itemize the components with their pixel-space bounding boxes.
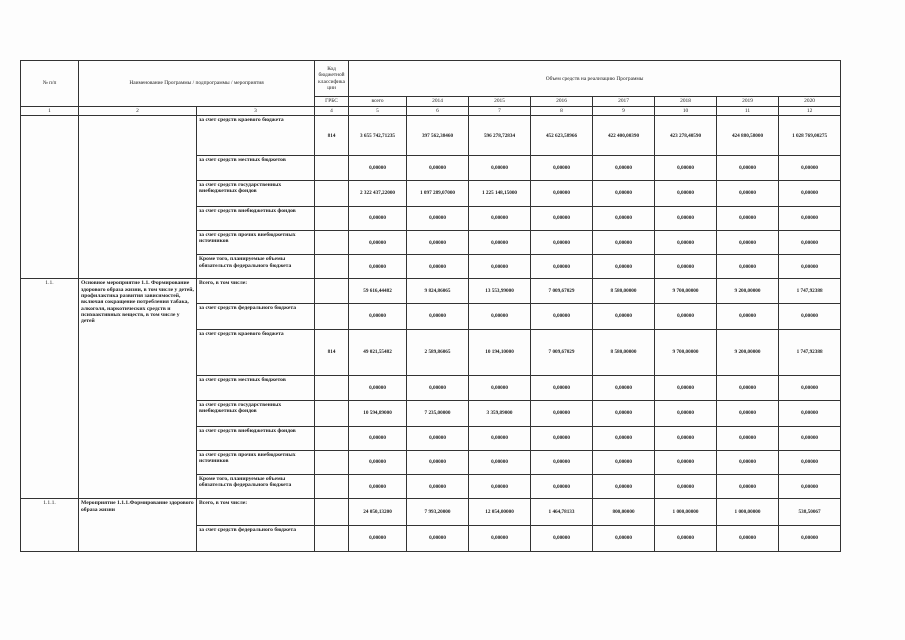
amount-year: 0,00000 bbox=[531, 206, 593, 230]
table-row bbox=[21, 279, 841, 303]
amount-year: 8 580,00000 bbox=[593, 279, 655, 303]
amount-year: 0,00000 bbox=[717, 525, 779, 551]
amount-total: 0,00000 bbox=[349, 303, 407, 329]
row-name bbox=[79, 116, 197, 279]
amount-year: 397 562,38460 bbox=[407, 116, 469, 156]
amount-year: 0,00000 bbox=[469, 156, 531, 180]
amount-year: 0,00000 bbox=[407, 156, 469, 180]
amount-year: 0,00000 bbox=[655, 206, 717, 230]
grbs-code bbox=[315, 400, 349, 426]
amount-year: 9 200,00000 bbox=[717, 279, 779, 303]
amount-total: 0,00000 bbox=[349, 426, 407, 450]
table-row bbox=[21, 499, 841, 525]
column-number: 11 bbox=[717, 106, 779, 115]
amount-year: 1 225 148,15000 bbox=[469, 180, 531, 206]
amount-year: 0,00000 bbox=[407, 376, 469, 400]
amount-year: 7 009,67029 bbox=[531, 279, 593, 303]
amount-year: 0,00000 bbox=[779, 475, 841, 499]
amount-year: 0,00000 bbox=[779, 156, 841, 180]
amount-year: 1 097 289,07000 bbox=[407, 180, 469, 206]
grbs-code bbox=[315, 525, 349, 551]
column-number: 8 bbox=[531, 106, 593, 115]
amount-year: 1 747,92388 bbox=[779, 279, 841, 303]
amount-year: 0,00000 bbox=[655, 525, 717, 551]
funding-source: за счет средств внебюджетных фондов bbox=[197, 426, 315, 450]
amount-year: 0,00000 bbox=[407, 255, 469, 279]
amount-year: 0,00000 bbox=[531, 231, 593, 255]
grbs-code bbox=[315, 376, 349, 400]
amount-year: 0,00000 bbox=[593, 400, 655, 426]
amount-year: 0,00000 bbox=[407, 450, 469, 474]
amount-year: 0,00000 bbox=[407, 525, 469, 551]
grbs-code bbox=[315, 206, 349, 230]
amount-total: 59 616,44482 bbox=[349, 279, 407, 303]
amount-year: 0,00000 bbox=[531, 400, 593, 426]
amount-year: 1 747,92388 bbox=[779, 329, 841, 375]
amount-year: 0,00000 bbox=[531, 450, 593, 474]
column-number: 5 bbox=[349, 106, 407, 115]
amount-year: 8 580,00000 bbox=[593, 329, 655, 375]
amount-year: 0,00000 bbox=[779, 450, 841, 474]
amount-year: 0,00000 bbox=[717, 206, 779, 230]
column-number: 10 bbox=[655, 106, 717, 115]
grbs-code: 814 bbox=[315, 116, 349, 156]
amount-year: 0,00000 bbox=[407, 303, 469, 329]
column-number: 6 bbox=[407, 106, 469, 115]
amount-year: 0,00000 bbox=[531, 525, 593, 551]
amount-year: 0,00000 bbox=[531, 303, 593, 329]
amount-year: 0,00000 bbox=[593, 426, 655, 450]
amount-year: 3 359,89000 bbox=[469, 400, 531, 426]
grbs-code bbox=[315, 156, 349, 180]
amount-year: 800,00000 bbox=[593, 499, 655, 525]
amount-year: 1 028 769,00275 bbox=[779, 116, 841, 156]
header-year: 2014 bbox=[407, 97, 469, 106]
amount-year: 538,50067 bbox=[779, 499, 841, 525]
amount-year: 422 400,00390 bbox=[593, 116, 655, 156]
amount-year: 0,00000 bbox=[469, 376, 531, 400]
column-number: 7 bbox=[469, 106, 531, 115]
grbs-code bbox=[315, 499, 349, 525]
grbs-code bbox=[315, 475, 349, 499]
amount-year: 0,00000 bbox=[717, 303, 779, 329]
header-name: Наименование Программы / подпрограммы / мероприятия bbox=[79, 61, 315, 107]
amount-total: 24 050,13200 bbox=[349, 499, 407, 525]
row-name: Основное мероприятие 1.1. Формирование здорового образа жизни, в том числе у детей, профилактика развития зависимостей, включая сокращение потребления табака, алкоголя, наркотических средств и психоактивных веществ, в том числе у детей bbox=[79, 279, 197, 499]
amount-total: 10 594,89000 bbox=[349, 400, 407, 426]
column-number: 2 bbox=[79, 106, 197, 115]
amount-year: 0,00000 bbox=[717, 400, 779, 426]
grbs-code bbox=[315, 255, 349, 279]
amount-year: 9 200,00000 bbox=[717, 329, 779, 375]
header-number: № п/п bbox=[21, 61, 79, 107]
amount-year: 0,00000 bbox=[593, 206, 655, 230]
amount-year: 0,00000 bbox=[779, 206, 841, 230]
funding-source: Кроме того, планируемые объемы обязательств федерального бюджета bbox=[197, 255, 315, 279]
amount-total: 0,00000 bbox=[349, 231, 407, 255]
header-year: 2015 bbox=[469, 97, 531, 106]
amount-year: 0,00000 bbox=[655, 303, 717, 329]
funding-source: Всего, в том числе: bbox=[197, 499, 315, 525]
amount-year: 0,00000 bbox=[531, 475, 593, 499]
amount-total: 3 655 742,71235 bbox=[349, 116, 407, 156]
amount-year: 9 700,00000 bbox=[655, 279, 717, 303]
amount-year: 0,00000 bbox=[531, 156, 593, 180]
table-header-row bbox=[21, 61, 841, 97]
amount-year: 0,00000 bbox=[469, 255, 531, 279]
funding-source: Кроме того, планируемые объемы обязательств федерального бюджета bbox=[197, 475, 315, 499]
funding-source: за счет средств прочих внебюджетных источников bbox=[197, 450, 315, 474]
amount-year: 12 054,00000 bbox=[469, 499, 531, 525]
amount-year: 0,00000 bbox=[469, 303, 531, 329]
row-number: 1.1. bbox=[21, 279, 79, 499]
grbs-code bbox=[315, 426, 349, 450]
funding-source: за счет средств федерального бюджета bbox=[197, 303, 315, 329]
grbs-code bbox=[315, 279, 349, 303]
amount-year: 0,00000 bbox=[593, 525, 655, 551]
header-volume: Объем средств на реализацию Программы bbox=[349, 61, 841, 97]
column-number: 12 bbox=[779, 106, 841, 115]
column-number: 3 bbox=[197, 106, 315, 115]
funding-source: за счет средств внебюджетных фондов bbox=[197, 206, 315, 230]
amount-year: 9 824,86065 bbox=[407, 279, 469, 303]
amount-year: 0,00000 bbox=[593, 475, 655, 499]
amount-year: 7 993,20000 bbox=[407, 499, 469, 525]
amount-year: 0,00000 bbox=[779, 255, 841, 279]
amount-year: 423 278,40590 bbox=[655, 116, 717, 156]
amount-year: 0,00000 bbox=[717, 376, 779, 400]
amount-year: 1 000,00000 bbox=[655, 499, 717, 525]
amount-year: 0,00000 bbox=[779, 303, 841, 329]
amount-year: 2 589,86065 bbox=[407, 329, 469, 375]
amount-year: 0,00000 bbox=[407, 475, 469, 499]
amount-year: 0,00000 bbox=[407, 426, 469, 450]
amount-year: 0,00000 bbox=[531, 255, 593, 279]
amount-year: 0,00000 bbox=[717, 450, 779, 474]
amount-year: 10 194,10000 bbox=[469, 329, 531, 375]
amount-year: 0,00000 bbox=[655, 376, 717, 400]
amount-total: 0,00000 bbox=[349, 450, 407, 474]
header-code: Код бюджетной классификации bbox=[315, 61, 349, 97]
amount-year: 0,00000 bbox=[469, 450, 531, 474]
funding-source: за счет средств федерального бюджета bbox=[197, 525, 315, 551]
amount-year: 0,00000 bbox=[593, 450, 655, 474]
column-number-row bbox=[21, 106, 841, 115]
amount-year: 0,00000 bbox=[717, 426, 779, 450]
amount-year: 0,00000 bbox=[655, 255, 717, 279]
amount-year: 0,00000 bbox=[655, 180, 717, 206]
amount-year: 0,00000 bbox=[531, 180, 593, 206]
grbs-code: 814 bbox=[315, 329, 349, 375]
amount-year: 0,00000 bbox=[407, 231, 469, 255]
amount-total: 49 021,55482 bbox=[349, 329, 407, 375]
amount-year: 1 000,00000 bbox=[717, 499, 779, 525]
amount-year: 0,00000 bbox=[593, 376, 655, 400]
amount-year: 0,00000 bbox=[717, 231, 779, 255]
amount-total: 2 322 437,22000 bbox=[349, 180, 407, 206]
amount-year: 0,00000 bbox=[469, 206, 531, 230]
amount-year: 0,00000 bbox=[469, 525, 531, 551]
funding-source: Всего, в том числе: bbox=[197, 279, 315, 303]
amount-year: 7 235,00000 bbox=[407, 400, 469, 426]
amount-year: 13 553,99000 bbox=[469, 279, 531, 303]
column-number: 9 bbox=[593, 106, 655, 115]
amount-year: 0,00000 bbox=[779, 400, 841, 426]
amount-year: 0,00000 bbox=[717, 180, 779, 206]
amount-year: 0,00000 bbox=[593, 180, 655, 206]
amount-total: 0,00000 bbox=[349, 255, 407, 279]
grbs-code bbox=[315, 180, 349, 206]
amount-year: 0,00000 bbox=[717, 255, 779, 279]
program-funding-table bbox=[20, 60, 841, 552]
amount-year: 0,00000 bbox=[779, 525, 841, 551]
row-number bbox=[21, 116, 79, 279]
amount-year: 0,00000 bbox=[655, 426, 717, 450]
header-year: 2017 bbox=[593, 97, 655, 106]
header-year: 2016 bbox=[531, 97, 593, 106]
grbs-code bbox=[315, 231, 349, 255]
amount-year: 7 009,67029 bbox=[531, 329, 593, 375]
amount-total: 0,00000 bbox=[349, 525, 407, 551]
header-year: 2020 bbox=[779, 97, 841, 106]
amount-year: 0,00000 bbox=[779, 180, 841, 206]
header-year: 2019 bbox=[717, 97, 779, 106]
amount-year: 0,00000 bbox=[469, 231, 531, 255]
amount-year: 0,00000 bbox=[593, 255, 655, 279]
amount-year: 0,00000 bbox=[531, 376, 593, 400]
funding-source: за счет средств местных бюджетов bbox=[197, 376, 315, 400]
header-total: всего bbox=[349, 97, 407, 106]
funding-source: за счет средств государственных внебюджетных фондов bbox=[197, 180, 315, 206]
funding-source: за счет средств прочих внебюджетных источников bbox=[197, 231, 315, 255]
table-row bbox=[21, 116, 841, 156]
column-number: 1 bbox=[21, 106, 79, 115]
amount-year: 0,00000 bbox=[779, 231, 841, 255]
amount-total: 0,00000 bbox=[349, 376, 407, 400]
column-number: 4 bbox=[315, 106, 349, 115]
header-year: 2018 bbox=[655, 97, 717, 106]
amount-year: 424 880,58000 bbox=[717, 116, 779, 156]
amount-year: 0,00000 bbox=[655, 231, 717, 255]
row-name: Мероприятие 1.1.1.Формирование здорового образа жизни bbox=[79, 499, 197, 552]
grbs-code bbox=[315, 303, 349, 329]
amount-year: 0,00000 bbox=[655, 400, 717, 426]
row-number: 1.1.1. bbox=[21, 499, 79, 552]
amount-year: 1 464,78133 bbox=[531, 499, 593, 525]
funding-source: за счет средств краевого бюджета bbox=[197, 329, 315, 375]
amount-total: 0,00000 bbox=[349, 206, 407, 230]
amount-total: 0,00000 bbox=[349, 475, 407, 499]
amount-year: 0,00000 bbox=[407, 206, 469, 230]
amount-year: 0,00000 bbox=[593, 303, 655, 329]
funding-source: за счет средств государственных внебюджетных фондов bbox=[197, 400, 315, 426]
amount-year: 0,00000 bbox=[655, 156, 717, 180]
amount-year: 0,00000 bbox=[469, 426, 531, 450]
amount-total: 0,00000 bbox=[349, 156, 407, 180]
amount-year: 0,00000 bbox=[779, 426, 841, 450]
amount-year: 0,00000 bbox=[655, 450, 717, 474]
amount-year: 0,00000 bbox=[655, 475, 717, 499]
amount-year: 596 278,72834 bbox=[469, 116, 531, 156]
header-grbs: ГРБС bbox=[315, 97, 349, 106]
funding-source: за счет средств местных бюджетов bbox=[197, 156, 315, 180]
amount-year: 0,00000 bbox=[531, 426, 593, 450]
amount-year: 0,00000 bbox=[717, 156, 779, 180]
amount-year: 452 623,58966 bbox=[531, 116, 593, 156]
amount-year: 0,00000 bbox=[469, 475, 531, 499]
funding-source: за счет средств краевого бюджета bbox=[197, 116, 315, 156]
amount-year: 0,00000 bbox=[779, 376, 841, 400]
amount-year: 0,00000 bbox=[593, 156, 655, 180]
amount-year: 0,00000 bbox=[717, 475, 779, 499]
grbs-code bbox=[315, 450, 349, 474]
amount-year: 0,00000 bbox=[593, 231, 655, 255]
amount-year: 9 700,00000 bbox=[655, 329, 717, 375]
